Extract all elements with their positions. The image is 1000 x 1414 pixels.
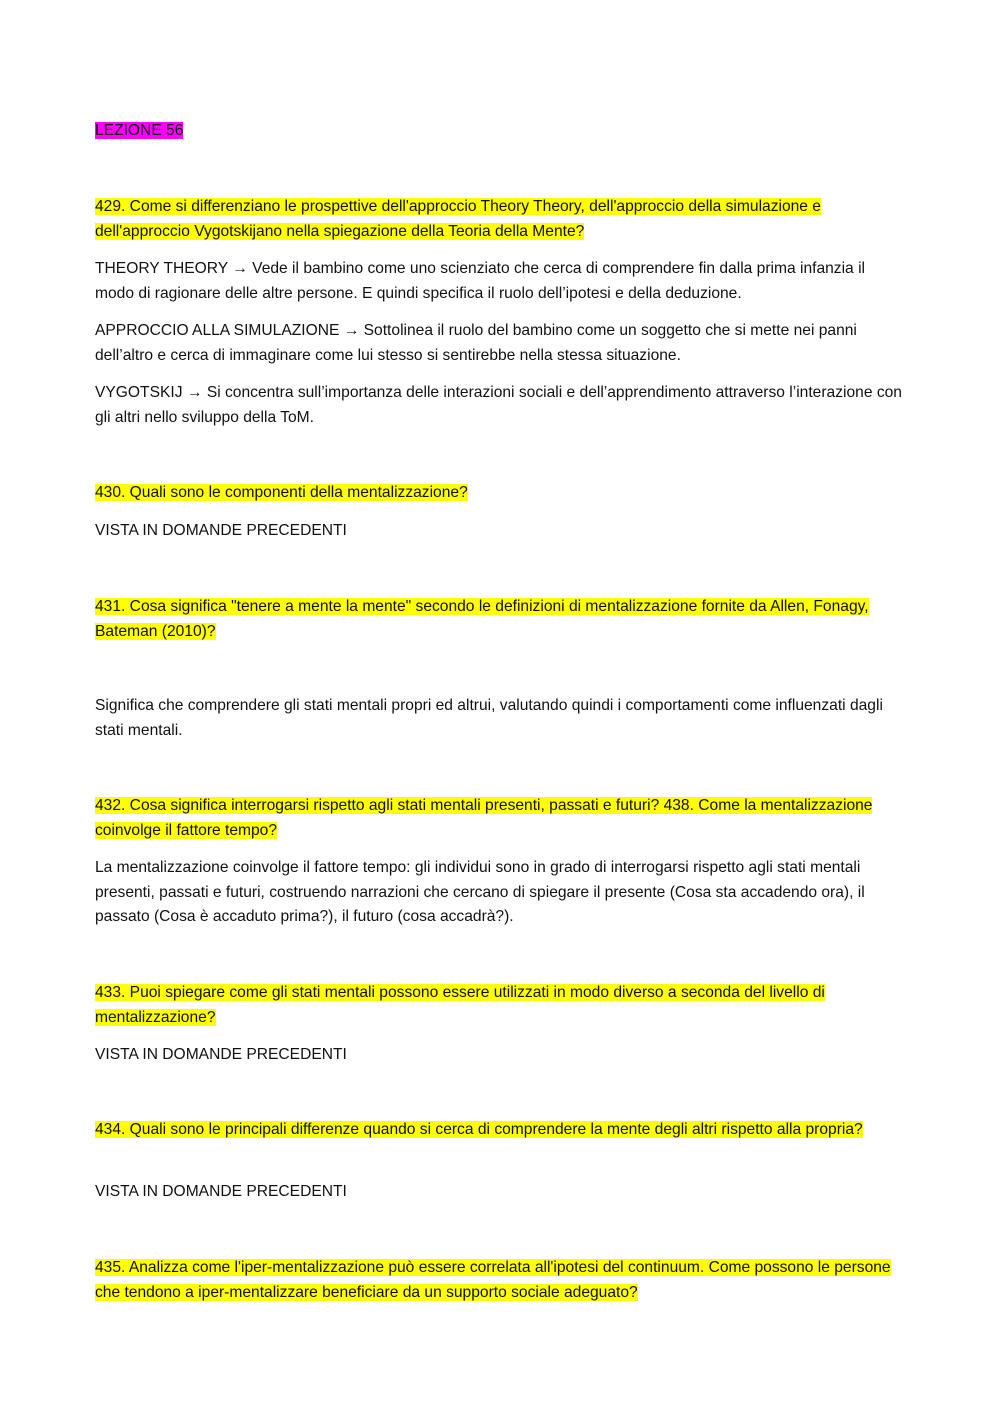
answer-431: Significa che comprendere gli stati mentali propri ed altrui, valutando quindi i comportamenti come influenzati dagli stati mentali. (95, 697, 883, 739)
question-429 (95, 195, 905, 244)
answer-text: Vede il bambino come uno scienziato che cerca di comprendere fin dalla prima infanzia il modo di ragionare delle altre persone. E quindi specifica il ruolo dell’ipotesi e della deduzione. (95, 260, 865, 302)
lesson-title-text: LEZIONE 56 (95, 122, 184, 139)
answer-433: VISTA IN DOMANDE PRECEDENTI (95, 1046, 347, 1063)
arrow-right-icon: → (343, 322, 360, 339)
question-429-text: 429. Come si differenziano le prospettive dell'approccio Theory Theory, dell'approccio della simulazione e dell'approccio Vygotskijano nella spiegazione della Teoria della Mente? (95, 198, 821, 240)
answer-430: VISTA IN DOMANDE PRECEDENTI (95, 522, 347, 539)
question-434 (95, 1118, 905, 1143)
question-430-text: 430. Quali sono le componenti della mentalizzazione? (95, 484, 468, 501)
question-435-text: 435. Analizza come l'iper-mentalizzazione può essere correlata all'ipotesi del continuum. Come possono le persone che tendono a iper-mentalizzare beneficiare da un supporto sociale adeguato? (95, 1259, 891, 1301)
question-435 (95, 1256, 905, 1305)
question-431-text: 431. Cosa significa "tenere a mente la mente" secondo le definizioni di mentalizzazione fornite da Allen, Fonagy, Bateman (2010)? (95, 598, 869, 640)
answer-simulazione (95, 319, 905, 368)
answer-vygotskij (95, 381, 905, 430)
answer-434: VISTA IN DOMANDE PRECEDENTI (95, 1183, 347, 1200)
question-430 (95, 481, 905, 506)
answer-theory-theory (95, 257, 905, 306)
arrow-right-icon: → (232, 260, 248, 277)
answer-text: Si concentra sull’importanza delle interazioni sociali e dell’apprendimento attraverso l’interazione con gli altri nello sviluppo della ToM. (95, 384, 902, 426)
question-432-text: 432. Cosa significa interrogarsi rispetto agli stati mentali presenti, passati e futuri? 438. Come la mentalizzazione coinvolge il fattore tempo? (95, 797, 873, 839)
answer-term: APPROCCIO ALLA SIMULAZIONE (95, 322, 340, 339)
question-433-text: 433. Puoi spiegare come gli stati mentali possono essere utilizzati in modo diverso a seconda del livello di mentalizzazione? (95, 984, 825, 1026)
question-431 (95, 595, 905, 644)
question-434-text: 434. Quali sono le principali differenze quando si cerca di comprendere la mente degli altri rispetto alla propria? (95, 1121, 863, 1138)
answer-text: Sottolinea il ruolo del bambino come un soggetto che si mette nei panni dell’altro e cerca di immaginare come lui stesso si sentirebbe nella stessa situazione. (95, 322, 857, 364)
answer-432: La mentalizzazione coinvolge il fattore tempo: gli individui sono in grado di interrogarsi rispetto agli stati mentali presenti, passati e futuri, costruendo narrazioni che cercano di spiegare il presente (Cosa sta accadendo ora), il passato (Cosa è accaduto prima?), il futuro (cosa accadrà?). (95, 859, 865, 925)
lesson-title (95, 119, 905, 144)
question-432 (95, 794, 905, 843)
answer-term: THEORY THEORY (95, 260, 228, 277)
arrow-right-icon: → (186, 384, 203, 401)
question-433 (95, 981, 905, 1030)
answer-term: VYGOTSKIJ (95, 384, 183, 401)
